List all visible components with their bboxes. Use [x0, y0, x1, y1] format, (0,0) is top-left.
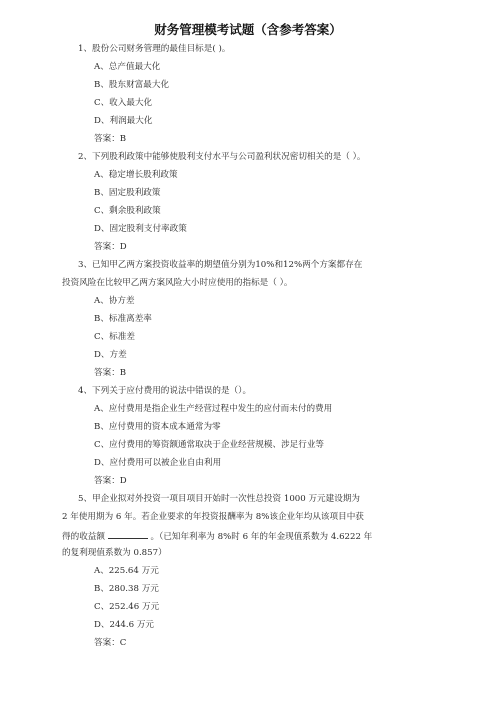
- question-2-answer: 答案：D: [94, 242, 127, 252]
- question-5-stem-line-3-before-blank: 得的收益额: [62, 532, 105, 542]
- question-1-answer: 答案：B: [94, 134, 127, 144]
- question-1-option-d: D、利润最大化: [94, 116, 153, 126]
- question-5-stem-line-1: 5、甲企业拟对外投资一项目项目开始时一次性总投资 1000 万元建设期为: [78, 494, 361, 504]
- question-5-option-c: C、252.46 万元: [94, 602, 160, 612]
- question-4-option-b: B、应付费用的资本成本通常为零: [94, 422, 221, 432]
- question-1-option-b: B、股东财富最大化: [94, 80, 170, 90]
- question-2-stem: 2、下列股利政策中能够使股利支付水平与公司盈利状况密切相关的是（ ）。: [78, 152, 366, 162]
- question-3-answer: 答案：B: [94, 368, 127, 378]
- question-3-stem-line-2: 投资风险在比较甲乙两方案风险大小时应使用的指标是（ ）。: [62, 278, 293, 288]
- question-2-option-d: D、固定股利支付率政策: [94, 224, 187, 234]
- question-2-option-c: C、剩余股利政策: [94, 206, 161, 216]
- question-3-option-c: C、标准差: [94, 332, 135, 342]
- question-4-stem: 4、下列关于应付费用的说法中错误的是（）。: [78, 386, 252, 396]
- question-4-option-d: D、应付费用可以被企业自由利用: [94, 458, 222, 468]
- question-2-option-a: A、稳定增长股利政策: [94, 170, 178, 180]
- question-5-stem-line-4: 的复利现值系数为 0.857）: [62, 548, 167, 558]
- question-1-stem: 1、股份公司财务管理的最佳目标是( )。: [78, 44, 231, 54]
- question-5-stem-line-2: 2 年使用期为 6 年。若企业要求的年投资报酬率为 8%该企业年均从该项目中获: [62, 512, 364, 522]
- question-5-option-b: B、280.38 万元: [94, 584, 159, 594]
- question-3-option-a: A、协方差: [94, 296, 135, 306]
- question-1-option-a: A、总产值最大化: [94, 62, 161, 72]
- question-5-option-a: A、225.64 万元: [94, 566, 159, 576]
- question-1-option-c: C、收入最大化: [94, 98, 153, 108]
- question-2-option-b: B、固定股利政策: [94, 188, 161, 198]
- question-4-option-c: C、应付费用的筹资额通常取决于企业经营规模、涉足行业等: [94, 440, 325, 450]
- question-4-answer: 答案：D: [94, 476, 127, 486]
- question-5-answer: 答案：C: [94, 638, 127, 648]
- document-title: 财务管理模考试题（含参考答案）: [154, 22, 342, 37]
- question-3-stem-line-1: 3、已知甲乙两方案投资收益率的期望值分别为10%和12%两个方案都存在: [78, 260, 363, 270]
- question-5-stem-line-3: [62, 530, 372, 543]
- question-5-stem-line-3-after-blank: 。（已知年利率为 8%时 6 年的年金现值系数为 4.6222 年: [150, 532, 373, 542]
- question-5-option-d: D、244.6 万元: [94, 620, 155, 630]
- question-3-option-b: B、标准离差率: [94, 314, 152, 324]
- answer-blank: [108, 530, 148, 539]
- question-4-option-a: A、应付费用是指企业生产经营过程中发生的应付而未付的费用: [94, 404, 333, 414]
- question-3-option-d: D、方差: [94, 350, 127, 360]
